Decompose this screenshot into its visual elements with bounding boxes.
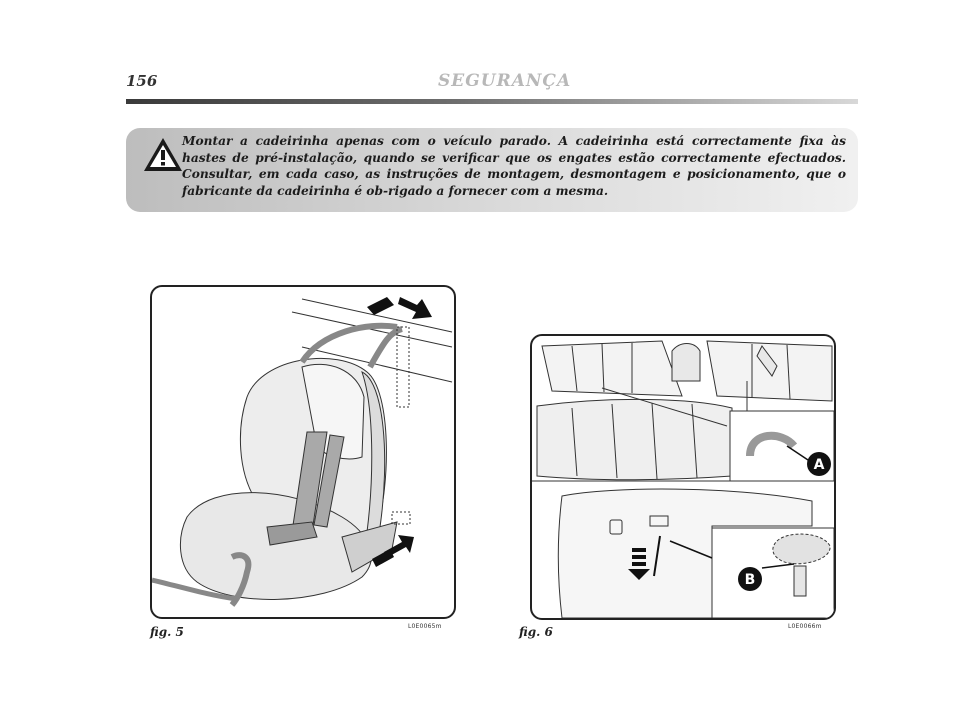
running-title: SEGURANÇA	[438, 71, 572, 91]
page-number: 156	[126, 72, 158, 90]
figure-6-anchor-points-illustration	[530, 334, 836, 620]
figure-6-code: L0E0066m	[788, 623, 822, 630]
callout-b-label: B	[744, 572, 756, 588]
warning-box	[126, 128, 858, 212]
figure-6-caption: fig. 6	[519, 625, 553, 639]
child-seat-drawing	[152, 287, 454, 617]
callout-b-badge	[738, 567, 762, 591]
figure-5-code: L0E0065m	[408, 623, 442, 630]
figure-5-child-seat-illustration	[150, 285, 456, 619]
warning-text: Montar a cadeirinha apenas com o veículo parado. A cadeirinha está correctamente fixa às hastes de pré-instalação, quando se verificar que os engates estão correctamente efectuados. Consultar, em cada caso, as instruções de montagem, desmontagem e posicionamento, que o fabricante da cadeirinha é ob-rigado a fornecer com a mesma.	[182, 134, 846, 198]
callout-a-label: A	[813, 457, 825, 473]
header-rule	[126, 99, 858, 104]
figure-5-caption: fig. 5	[150, 625, 184, 639]
callout-a-badge	[807, 452, 831, 476]
anchor-points-drawing	[532, 336, 834, 618]
